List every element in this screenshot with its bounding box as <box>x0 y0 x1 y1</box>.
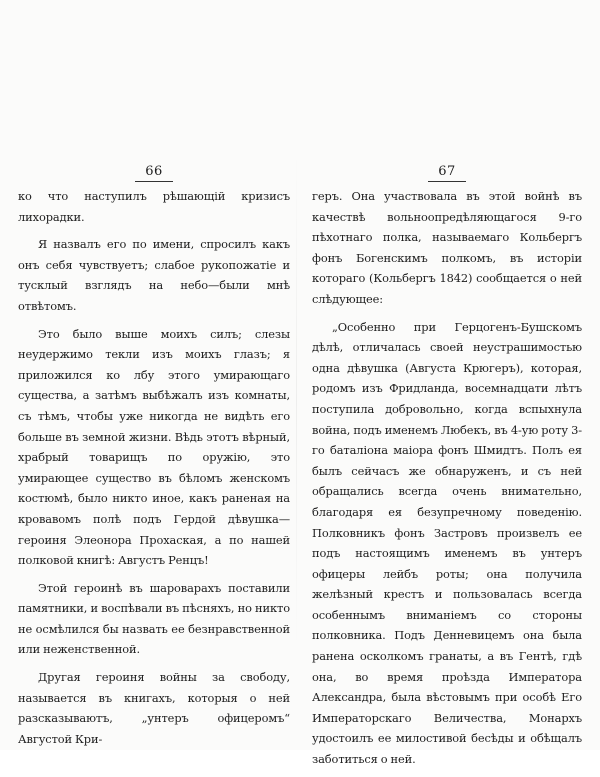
right-paragraph-2: „Особенно при Герцогенъ-Бушскомъ дѣлѣ, отличалась своей неустрашимостью одна дѣвушка (Августа Крюгеръ), которая, родомъ изъ Фридланда, восемнадцати лѣтъ поступила добровольно, когда вспыхнула война, подъ именемъ Любекъ, въ 4-ую роту 3-го баталіона маіора фонъ Шмидтъ. Полъ ея былъ сейчасъ же обнаруженъ, и съ ней обращались всегда очень внимательно, благодаря ея безупречному поведенію. Полковникъ фонъ Застровъ произвелъ ее подъ настоящимъ именемъ въ унтеръ офицеры лейбъ роты; она получила желѣзный крестъ и пользовалась всегда особеннымъ вниманіемъ со стороны полковника. Подъ Денневицемъ она была ранена осколкомъ гранаты, а въ Гентѣ, гдѣ она, во время проѣзда Императора Александра, была вѣстовымъ при особѣ Его Императорскаго Величества, Монархъ удостоилъ ее милостивой бесѣды и обѣщалъ заботиться о ней. <box>312 319 582 767</box>
book-gutter <box>296 150 297 650</box>
left-paragraph-1: ко что наступилъ рѣшающій кризисъ лихорадки. <box>18 189 290 224</box>
left-paragraph-4: Этой героинѣ въ шароварахъ поставили памятники, и воспѣвали въ пѣсняхъ, но никто не осмѣлился бы назвать ее безнравственной или неженственной. <box>18 580 290 657</box>
left-paragraph-3: Это было выше моихъ силъ; слезы неудержимо текли изъ моихъ глазъ; я приложился ко лбу этого умирающаго существа, а затѣмъ выбѣжалъ изъ комнаты, съ тѣмъ, чтобы уже никогда не видѣть его больше въ земной жизни. Вѣдь этотъ вѣрный, храбрый товарищъ по оружію, это умирающее существо въ бѣломъ женскомъ костюмѣ, было никто иное, какъ раненая на кровавомъ полѣ подъ Гердой дѣвушка—героиня Элеонора Прохаская, а по нашей полковой книгѣ: Августъ Ренцъ! <box>18 326 290 568</box>
left-page-header <box>18 160 290 186</box>
right-page-header <box>312 160 582 186</box>
right-page <box>312 160 582 777</box>
left-page-number: 66 <box>135 164 173 182</box>
right-page-number: 67 <box>428 164 466 182</box>
left-page-body <box>18 186 290 749</box>
left-paragraph-5: Другая героиня войны за свободу, называется въ книгахъ, которыя о ней разсказываютъ, „унтеръ офицеромъ“ Августой Кри- <box>18 670 290 746</box>
right-page-body <box>312 186 582 770</box>
right-paragraph-1: геръ. Она участвовала въ этой войнѣ въ качествѣ вольноопредѣляющагося 9-го пѣхотнаго полка, называемаго Кольбергъ фонъ Богенскимъ полкомъ, въ исторіи котораго (Кольбергъ 1842) сообщается о ней слѣдующее: <box>312 189 582 306</box>
left-page <box>18 160 290 756</box>
left-paragraph-2: Я назвалъ его по имени, спросилъ какъ онъ себя чувствуетъ; слабое рукопожатіе и тусклый взглядъ на небо—были мнѣ отвѣтомъ. <box>18 237 290 313</box>
